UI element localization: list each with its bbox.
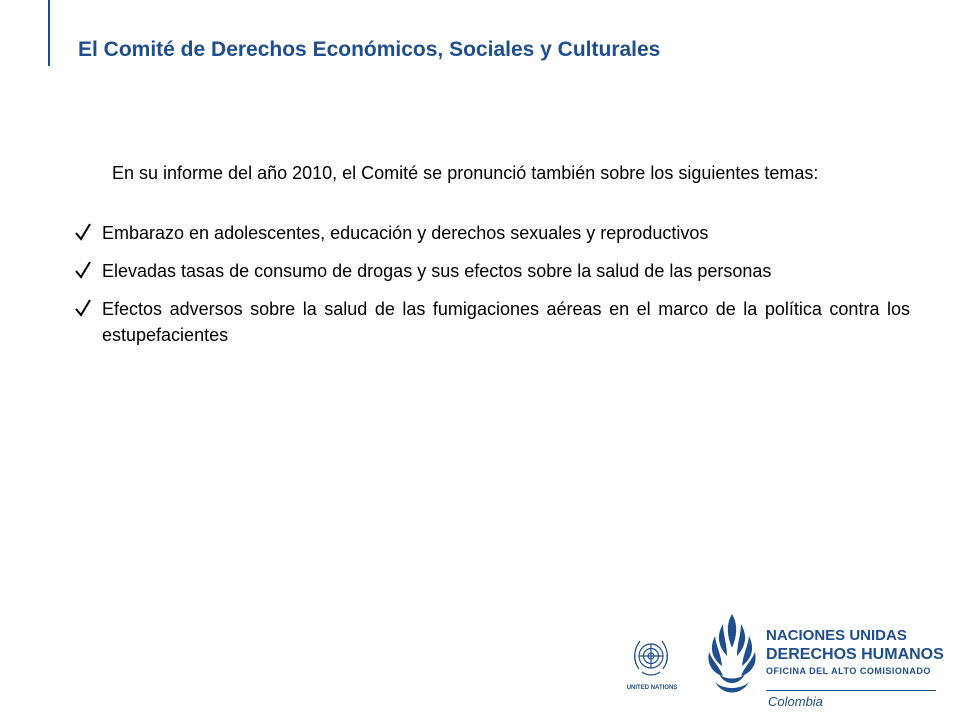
ohchr-name-line3: OFICINA DEL ALTO COMISIONADO bbox=[766, 666, 931, 676]
ohchr-name-line1: NACIONES UNIDAS bbox=[766, 627, 907, 644]
list-item-text: Efectos adversos sobre la salud de las fumigaciones aéreas en el marco de la política contra los estupefacientes bbox=[102, 299, 910, 345]
slide-content bbox=[70, 160, 910, 360]
footer-logos bbox=[600, 600, 960, 720]
ohchr-name-line2: DERECHOS HUMANOS bbox=[766, 646, 944, 663]
un-label: UNITED NATIONS bbox=[626, 685, 678, 691]
logo-divider bbox=[766, 690, 936, 691]
list-item bbox=[70, 258, 910, 284]
topic-list bbox=[70, 220, 910, 348]
un-emblem-icon bbox=[626, 632, 676, 682]
ohchr-flame-icon bbox=[703, 612, 761, 700]
check-icon bbox=[74, 221, 92, 243]
country-label: Colombia bbox=[768, 694, 823, 709]
list-item-text: Embarazo en adolescentes, educación y derechos sexuales y reproductivos bbox=[102, 223, 709, 243]
check-icon bbox=[74, 259, 92, 281]
intro-paragraph: En su informe del año 2010, el Comité se pronunció también sobre los siguientes temas: bbox=[112, 163, 819, 183]
title-accent-line bbox=[48, 0, 50, 66]
list-item-text: Elevadas tasas de consumo de drogas y sus efectos sobre la salud de las personas bbox=[102, 261, 772, 281]
check-icon bbox=[74, 297, 92, 319]
page-title: El Comité de Derechos Económicos, Sociales y Culturales bbox=[78, 38, 661, 61]
list-item bbox=[70, 220, 910, 246]
list-item bbox=[70, 296, 910, 348]
